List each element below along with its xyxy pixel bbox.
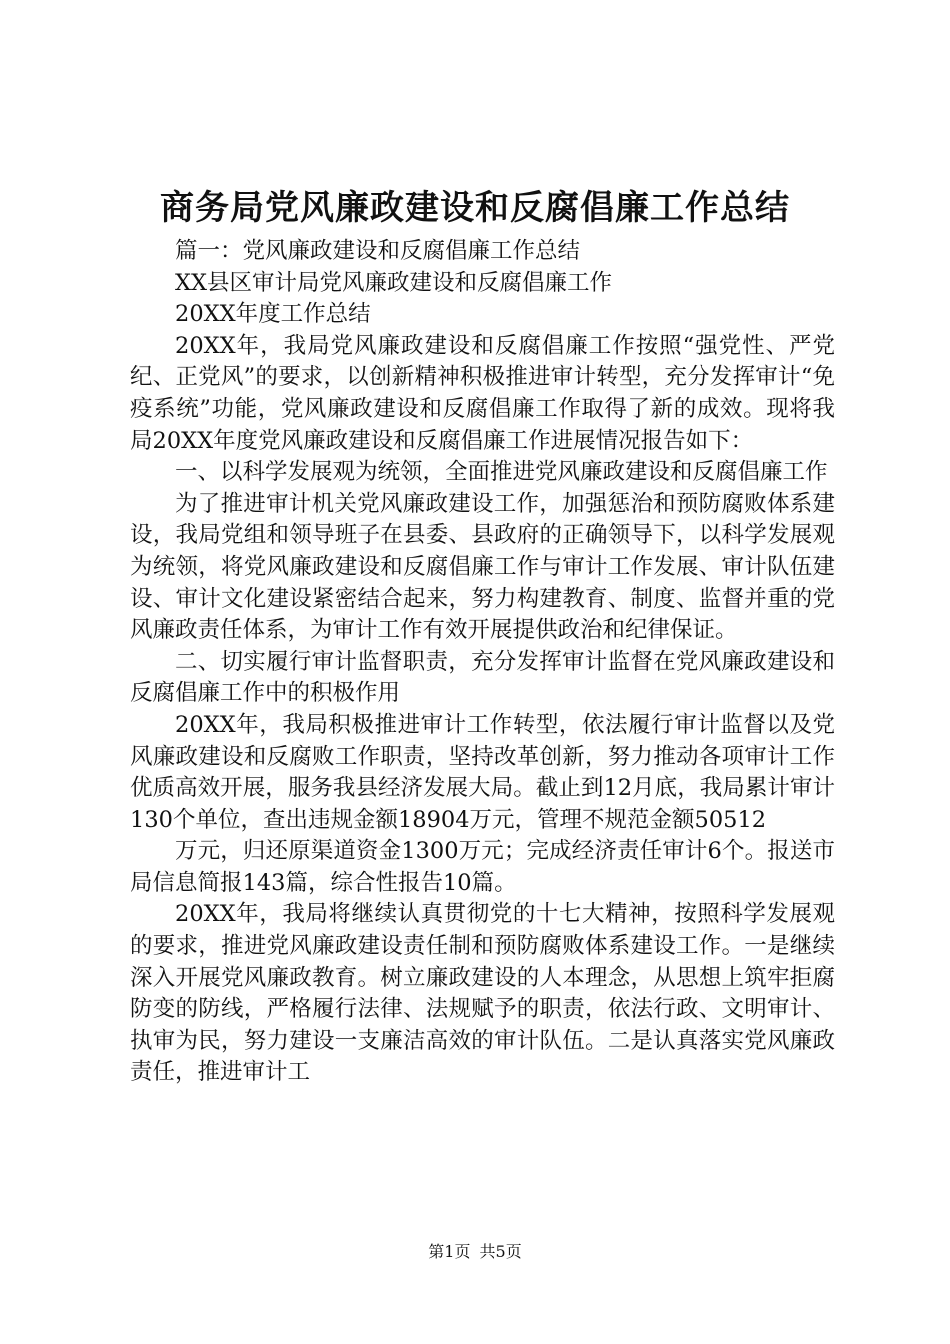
paragraph-section-one-body: 为了推进审计机关党风廉政建设工作，加强惩治和预防腐败体系建设，我局党组和领导班子在县委、县政府的正确领导下，以科学发展观为统领，将党风廉政建设和反腐倡廉工作与审计工作发展、审计队伍建设、审计文化建设紧密结合起来，努力构建教育、制度、监督并重的党风廉政责任体系，为审计工作有效开展提供政治和纪律保证。 — [130, 490, 835, 644]
paragraph-section-two-body: 20XX年，我局积极推进审计工作转型，依法履行审计监督以及党风廉政建设和反腐败工作职责，坚持改革创新，努力推动各项审计工作优质高效开展，服务我县经济发展大局。截止到12月底，我局累计审计130个单位，查出违规金额18904万元，管理不规范金额50512 — [130, 711, 835, 833]
paragraph-section-two-heading: 二、切实履行审计监督职责，充分发挥审计监督在党风廉政建设和反腐倡廉工作中的积极作用 — [130, 648, 835, 707]
paragraph-section-one-heading: 一、以科学发展观为统领，全面推进党风廉政建设和反腐倡廉工作 — [175, 459, 828, 486]
paragraph-plan: 20XX年，我局将继续认真贯彻党的十七大精神，按照科学发展观的要求，推进党风廉政建设责任制和预防腐败体系建设工作。一是继续深入开展党风廉政教育。树立廉政建设的人本理念，从思想上筑牢拒腐防变的防线，严格履行法律、法规赋予的职责，依法行政、文明审计、执审为民，努力建设一支廉洁高效的审计队伍。二是认真落实党风廉政责任，推进审计工 — [130, 901, 835, 1086]
paragraph-report-title-line1: XX县区审计局党风廉政建设和反腐倡廉工作 — [175, 269, 613, 296]
document-body — [130, 236, 835, 1089]
paragraph-section-two-continued: 万元，归还原渠道资金1300万元；完成经济责任审计6个。报送市局信息简报143篇，综合性报告10篇。 — [130, 838, 835, 896]
paragraph-chapter-heading: 篇一：党风廉政建设和反腐倡廉工作总结 — [175, 238, 581, 264]
page-number-footer: 第1页 共5页 — [428, 1242, 522, 1261]
paragraph-intro: 20XX年，我局党风廉政建设和反腐倡廉工作按照“强党性、严党纪、正党风”的要求，以创新精神积极推进审计转型，充分发挥审计“免疫系统”功能，党风廉政建设和反腐倡廉工作取得了新的成效。现将我局20XX年度党风廉政建设和反腐倡廉工作进展情况报告如下： — [130, 332, 835, 454]
document-title: 商务局党风廉政建设和反腐倡廉工作总结 — [160, 188, 790, 228]
paragraph-report-title-line2: 20XX年度工作总结 — [175, 301, 371, 328]
